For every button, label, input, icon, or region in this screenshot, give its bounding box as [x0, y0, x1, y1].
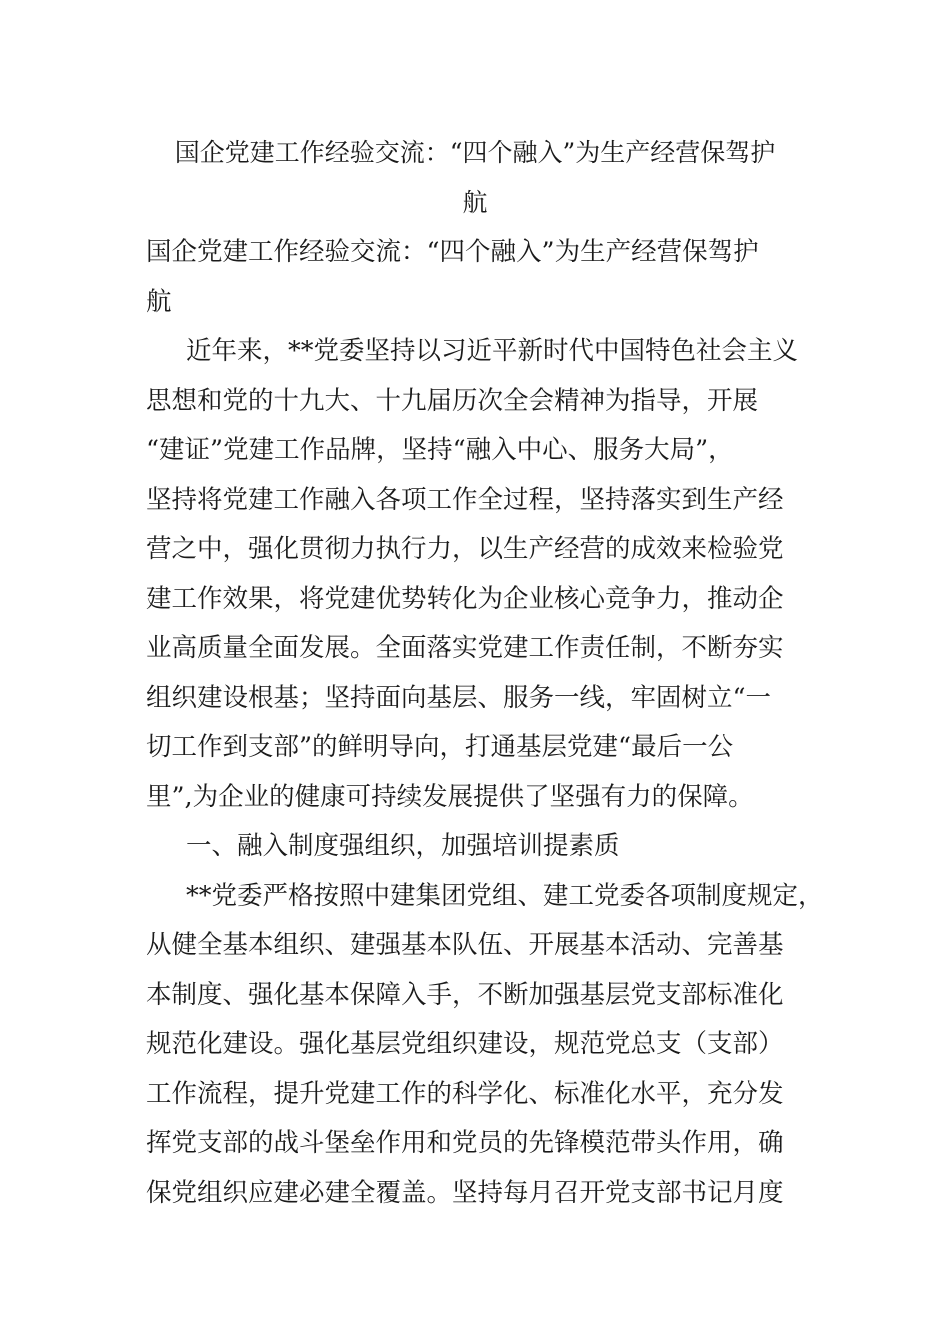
- paragraph-line: 建工作效果，将党建优势转化为企业核心竞争力，推动企: [146, 583, 784, 614]
- subtitle-line: 国企党建工作经验交流：“四个融入”为生产经营保驾护: [146, 237, 759, 267]
- paragraph-line: 里”,为企业的健康可持续发展提供了坚强有力的保障。: [146, 781, 754, 812]
- section-heading: [146, 822, 816, 872]
- paragraph-line: 保党组织应建必建全覆盖。坚持每月召开党支部书记月度: [146, 1177, 784, 1208]
- paragraph-intro: [146, 327, 816, 822]
- title-line: 国企党建工作经验交流：“四个融入”为生产经营保驾护: [174, 138, 776, 167]
- paragraph-section1: [146, 872, 824, 1219]
- title-line: 航: [462, 188, 488, 217]
- document-title: [140, 128, 810, 228]
- paragraph-line: 坚持将党建工作融入各项工作全过程，坚持落实到生产经: [146, 484, 784, 515]
- paragraph-line: 切工作到支部”的鲜明导向，打通基层党建“最后一公: [146, 732, 734, 762]
- paragraph-line: 工作流程，提升党建工作的科学化、标准化水平，充分发: [146, 1078, 784, 1109]
- paragraph-line: 从健全基本组织、建强基本队伍、开展基本活动、完善基: [146, 930, 784, 960]
- subtitle: [146, 228, 816, 327]
- paragraph-line: “建证”党建工作品牌，坚持“融入中心、服务大局”，: [146, 435, 734, 465]
- paragraph-line: 营之中，强化贯彻力执行力，以生产经营的成效来检验党: [146, 534, 784, 564]
- heading-line: 一、融入制度强组织，加强培训提素质: [186, 831, 620, 861]
- paragraph-line: 组织建设根基；坚持面向基层、服务一线，牢固树立“一: [146, 682, 772, 713]
- document-body: [146, 228, 824, 1218]
- paragraph-line: **党委严格按照中建集团党组、建工党委各项制度规定，: [186, 880, 824, 911]
- paragraph-line: 思想和党的十九大、十九届历次全会精神为指导，开展: [146, 385, 759, 416]
- paragraph-line: 本制度、强化基本保障入手，不断加强基层党支部标准化: [146, 979, 784, 1010]
- paragraph-line: 业高质量全面发展。全面落实党建工作责任制，不断夯实: [146, 633, 784, 663]
- subtitle-line: 航: [146, 286, 172, 317]
- paragraph-line: 规范化建设。强化基层党组织建设，规范党总支（支部）: [146, 1029, 784, 1059]
- paragraph-line: 近年来，**党委坚持以习近平新时代中国特色社会主义: [186, 336, 799, 366]
- paragraph-line: 挥党支部的战斗堡垒作用和党员的先锋模范带头作用，确: [146, 1128, 784, 1158]
